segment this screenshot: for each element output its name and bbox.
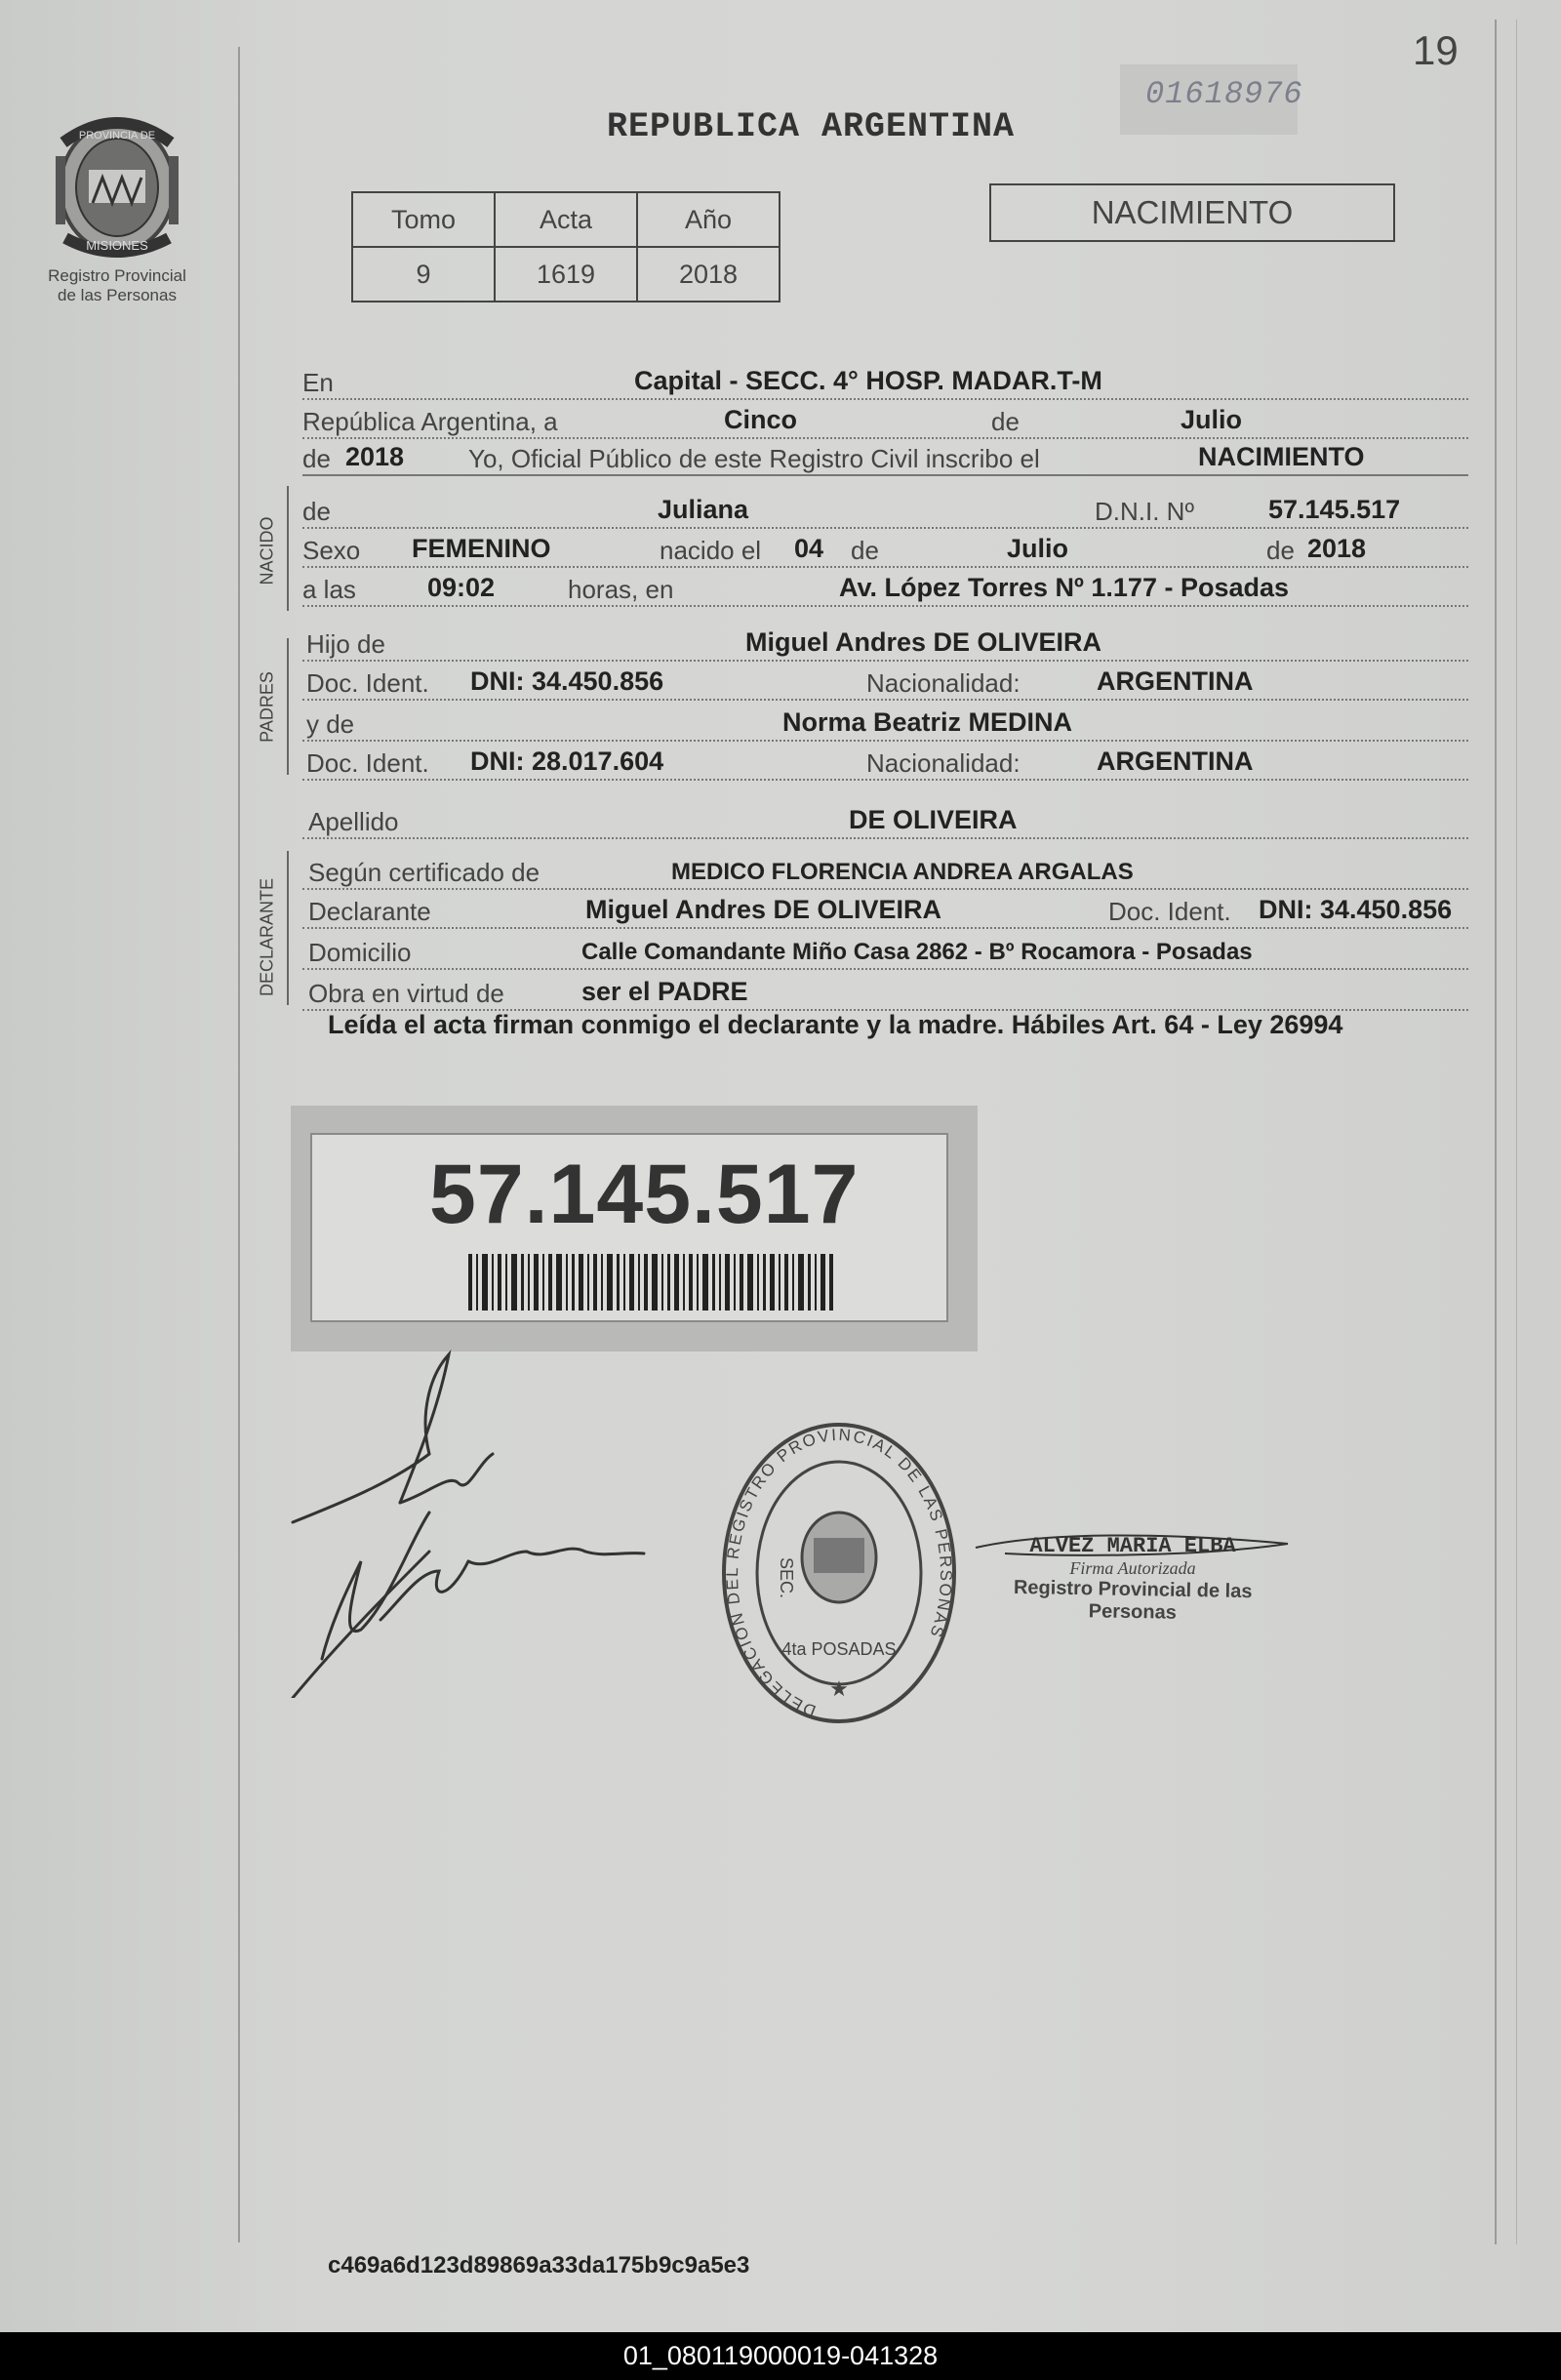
province-crest-icon [44,109,190,262]
row-domicile [302,929,1468,970]
sticker-dni-number: 57.145.517 [429,1148,860,1241]
row-time-place [302,566,1468,607]
label-apellido: Apellido [308,807,399,836]
dni-sticker-inner [310,1133,948,1322]
left-margin-line [238,47,240,2242]
side-label-nacido: NACIDO [257,516,277,585]
label-nacido-el: nacido el [660,536,762,565]
institution-name-line1: Registro Provincial [48,266,186,285]
institution-logo-block [29,109,205,305]
declarante-bracket [287,851,289,1005]
inner-right-line [1516,20,1517,2244]
value-child-dni: 57.145.517 [1268,495,1401,524]
side-label-declarante: DECLARANTE [257,877,277,997]
value-surname: DE OLIVEIRA [849,805,1018,834]
authority-institution: Registro Provincial de las Personas [1013,1576,1253,1624]
footer-file-id: 01_080119000019-041328 [0,2332,1561,2380]
nacido-bracket [287,486,289,611]
label-doc-ident-mother: Doc. Ident. [306,748,429,778]
label-nacionalidad-mother: Nacionalidad: [866,748,1021,778]
padres-bracket [287,638,289,775]
official-seal-icon [720,1421,958,1725]
label-de: de [991,407,1020,436]
label-obra-en-virtud: Obra en virtud de [308,979,504,1008]
row-obra [302,970,1468,1011]
row-year-officer [302,435,1468,476]
label-en: En [302,368,334,397]
value-mother-name: Norma Beatriz MEDINA [782,707,1073,737]
closing-statement: Leída el acta firman conmigo el declarante y la madre. Hábiles Art. 64 - Ley 26994 [328,1010,1343,1039]
registry-header-acta: Acta [495,192,637,247]
registry-table [351,191,780,303]
authority-signature-flourish [966,1530,1298,1559]
label-de-year: de [302,444,331,473]
value-domicile: Calle Comandante Miño Casa 2862 - Bº Rocamora - Posadas [581,939,1253,965]
value-declarant-name: Miguel Andres DE OLIVEIRA [585,895,942,924]
registry-value-row [352,247,780,302]
label-republica: República Argentina, a [302,407,558,436]
value-inscription-type: NACIMIENTO [1198,442,1365,471]
officer-statement: Yo, Oficial Público de este Registro Civil inscribo el [468,444,1040,473]
value-mother-doc: DNI: 28.017.604 [470,746,664,776]
seal-inner-sec: SEC. [777,1557,796,1599]
value-father-name: Miguel Andres DE OLIVEIRA [745,627,1102,657]
barcode-icon [468,1254,839,1311]
logo-bottom-text: MISIONES [86,238,148,253]
handwritten-signatures [283,1347,654,1698]
row-en [302,359,1468,400]
value-obra: ser el PADRE [581,977,748,1006]
value-mother-nationality: ARGENTINA [1097,746,1254,776]
value-father-doc: DNI: 34.450.856 [470,666,664,696]
svg-text:★: ★ [829,1677,849,1702]
registry-header-row [352,192,780,247]
label-a-las: a las [302,575,356,604]
label-sexo: Sexo [302,536,361,565]
institution-name-line2: de las Personas [58,286,177,304]
label-de-birth-year: de [1266,536,1295,565]
label-doc-ident-declarant: Doc. Ident. [1108,897,1231,926]
seal-inner-bottom: 4ta POSADAS [781,1639,897,1659]
label-horas-en: horas, en [568,575,674,604]
row-republica [302,398,1468,439]
row-sex-birth [302,527,1468,568]
value-month: Julio [1181,405,1243,434]
side-label-padres: PADRES [257,671,277,743]
registry-value-anio: 2018 [637,247,780,302]
row-certificate [302,849,1468,890]
value-father-nationality: ARGENTINA [1097,666,1254,696]
label-doc-ident-father: Doc. Ident. [306,668,429,698]
serial-number-stamp: 01618976 [1120,64,1298,135]
label-hijo-de: Hijo de [306,629,385,659]
value-declarant-doc: DNI: 34.450.856 [1259,895,1453,924]
label-de-birth: de [851,536,879,565]
value-certificate: MEDICO FLORENCIA ANDREA ARGALAS [671,859,1134,885]
row-declarant [302,888,1468,929]
row-mother-doc [302,740,1468,781]
value-birth-year: 2018 [1307,534,1367,563]
value-day: Cinco [724,405,798,434]
value-birth-time: 09:02 [427,573,496,602]
authority-name: ALVEZ MARIA ELBA [1029,1534,1236,1558]
row-name [302,488,1468,529]
value-birth-day: 04 [794,534,824,563]
label-de-name: de [302,497,331,526]
row-father-doc [302,660,1468,701]
label-dni: D.N.I. Nº [1095,497,1194,526]
label-y-de: y de [306,709,355,739]
logo-top-text: PROVINCIA DE [78,130,156,141]
value-place-of-registry: Capital - SECC. 4° HOSP. MADAR.T-M [634,366,1102,395]
label-nacionalidad-father: Nacionalidad: [866,668,1021,698]
registry-header-anio: Año [637,192,780,247]
value-year: 2018 [345,442,405,471]
registry-value-acta: 1619 [495,247,637,302]
row-father [302,621,1468,662]
row-mother [302,701,1468,742]
registry-value-tomo: 9 [352,247,495,302]
row-surname [302,798,1468,839]
authority-role: Firma Autorizada [1069,1558,1196,1578]
right-margin-line [1495,20,1497,2244]
value-child-name: Juliana [658,495,749,524]
value-birth-place: Av. López Torres Nº 1.177 - Posadas [839,573,1290,602]
document-type-box: NACIMIENTO [989,183,1395,242]
label-domicilio: Domicilio [308,938,412,967]
value-sex: FEMENINO [412,534,551,563]
page-number: 19 [1413,27,1459,73]
label-declarante: Declarante [308,897,431,926]
registry-header-tomo: Tomo [352,192,495,247]
seal-ring-text: DELEGACIÓN DEL REGISTRO PROVINCIAL DE LAS PERSONAS [722,1425,956,1720]
label-segun-certificado: Según certificado de [308,858,540,887]
document-hash: c469a6d123d89869a33da175b9c9a5e3 [328,2252,750,2279]
dni-sticker [291,1106,978,1351]
document-title: REPUBLICA ARGENTINA [607,107,1016,146]
value-birth-month: Julio [1007,534,1069,563]
